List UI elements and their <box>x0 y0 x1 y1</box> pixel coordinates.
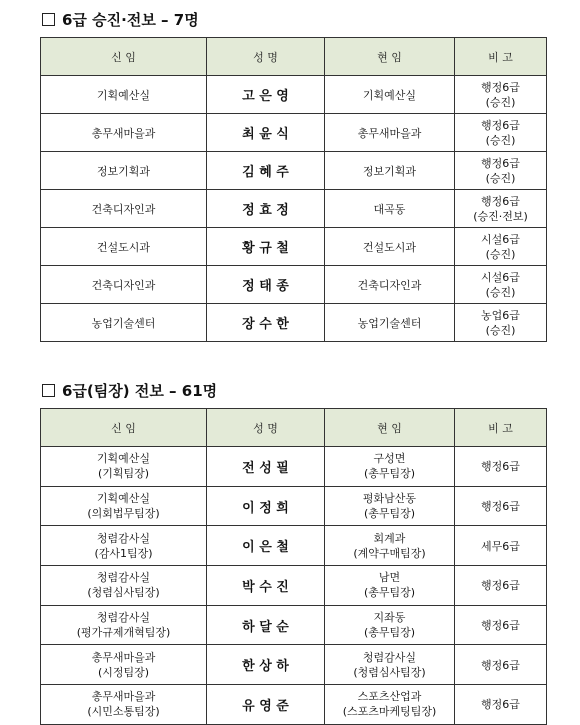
table-row <box>41 645 547 685</box>
name-cell: 김 혜 주 <box>207 152 325 190</box>
section-2-title <box>42 380 217 401</box>
name-cell: 하 달 순 <box>207 605 325 645</box>
note-cell <box>455 228 547 266</box>
new-post-cell <box>41 526 207 566</box>
new-post-cell-line: 총무새마을과 <box>91 690 156 704</box>
new-post-cell-line: 총무새마을과 <box>91 650 156 664</box>
current-post-cell-line: 구성면 <box>373 452 406 466</box>
note-cell: 세무6급 <box>455 526 547 566</box>
current-post-cell-line: 스포츠산업과 <box>357 690 422 704</box>
note-cell-line: (승진) <box>485 247 516 261</box>
note-cell-line: 행정6급 <box>481 194 520 208</box>
new-post-cell-line: (평가규제개혁팀장) <box>76 626 171 640</box>
new-post-cell: 기획예산실 <box>41 76 207 114</box>
table-header-row <box>41 409 547 447</box>
current-post-cell-line: 평화남산동 <box>362 492 417 506</box>
new-post-cell: 건축디자인과 <box>41 190 207 228</box>
name-cell: 전 성 필 <box>207 447 325 487</box>
header-current-post: 현 임 <box>325 38 455 76</box>
note-cell: 행정6급 <box>455 605 547 645</box>
table-row <box>41 266 547 304</box>
section-2-title-text: 6급(팀장) 전보 – 61명 <box>62 382 218 400</box>
new-post-cell <box>41 486 207 526</box>
current-post-cell: 기획예산실 <box>325 76 455 114</box>
note-cell-line: (승진) <box>485 285 516 299</box>
current-post-cell-line: 청렴감사실 <box>362 650 417 664</box>
new-post-cell-line: 청렴감사실 <box>96 531 151 545</box>
current-post-cell: 총무새마을과 <box>325 114 455 152</box>
new-post-cell <box>41 605 207 645</box>
current-post-cell <box>325 605 455 645</box>
note-cell-line: 시설6급 <box>481 232 520 246</box>
new-post-cell-line: (시민소통팀장) <box>87 705 160 719</box>
name-cell: 황 규 철 <box>207 228 325 266</box>
new-post-cell <box>41 566 207 606</box>
section-1-title <box>42 9 199 30</box>
checkbox-square-icon <box>42 384 55 397</box>
current-post-cell: 건축디자인과 <box>325 266 455 304</box>
note-cell-line: 행정6급 <box>481 80 520 94</box>
table-row <box>41 685 547 725</box>
name-cell: 한 상 하 <box>207 645 325 685</box>
new-post-cell: 건설도시과 <box>41 228 207 266</box>
name-cell: 유 영 준 <box>207 685 325 725</box>
note-cell: 행정6급 <box>455 447 547 487</box>
current-post-cell-line: 지좌동 <box>373 611 406 625</box>
new-post-cell-line: 청렴감사실 <box>96 611 151 625</box>
table-row <box>41 605 547 645</box>
header-note: 비 고 <box>455 409 547 447</box>
new-post-cell-line: (의회법무팀장) <box>87 507 160 521</box>
header-name: 성 명 <box>207 409 325 447</box>
note-cell <box>455 266 547 304</box>
current-post-cell <box>325 645 455 685</box>
new-post-cell-line: 기획예산실 <box>96 492 151 506</box>
current-post-cell <box>325 447 455 487</box>
new-post-cell: 정보기획과 <box>41 152 207 190</box>
new-post-cell-line: (청렴심사팀장) <box>87 586 160 600</box>
new-post-cell-line: (기획팀장) <box>97 467 150 481</box>
checkbox-square-icon <box>42 13 55 26</box>
current-post-cell-line: (총무팀장) <box>363 586 416 600</box>
new-post-cell: 농업기술센터 <box>41 304 207 342</box>
section-1-title-text: 6급 승진·전보 – 7명 <box>62 11 199 29</box>
new-post-cell-line: (감사1팀장) <box>94 546 153 560</box>
note-cell: 행정6급 <box>455 645 547 685</box>
new-post-cell <box>41 447 207 487</box>
header-name: 성 명 <box>207 38 325 76</box>
table-row <box>41 228 547 266</box>
note-cell-line: (승진) <box>485 323 516 337</box>
header-new-post: 신 임 <box>41 409 207 447</box>
note-cell: 행정6급 <box>455 566 547 606</box>
new-post-cell-line: 청렴감사실 <box>96 571 151 585</box>
name-cell: 최 윤 식 <box>207 114 325 152</box>
current-post-cell-line: (총무팀장) <box>363 507 416 521</box>
new-post-cell: 건축디자인과 <box>41 266 207 304</box>
table-row <box>41 190 547 228</box>
current-post-cell-line: (청렴심사팀장) <box>353 665 426 679</box>
table-row <box>41 566 547 606</box>
note-cell <box>455 114 547 152</box>
current-post-cell-line: (총무팀장) <box>363 467 416 481</box>
current-post-cell <box>325 526 455 566</box>
new-post-cell: 총무새마을과 <box>41 114 207 152</box>
note-cell <box>455 190 547 228</box>
note-cell-line: (승진·전보) <box>473 209 528 223</box>
name-cell: 고 은 영 <box>207 76 325 114</box>
new-post-cell <box>41 645 207 685</box>
table-row <box>41 114 547 152</box>
name-cell: 이 은 철 <box>207 526 325 566</box>
table-row <box>41 76 547 114</box>
note-cell-line: 행정6급 <box>481 118 520 132</box>
table-row <box>41 447 547 487</box>
note-cell <box>455 304 547 342</box>
note-cell-line: (승진) <box>485 95 516 109</box>
promotion-table <box>40 37 547 342</box>
name-cell: 정 효 정 <box>207 190 325 228</box>
new-post-cell-line: 기획예산실 <box>96 452 151 466</box>
header-new-post: 신 임 <box>41 38 207 76</box>
current-post-cell-line: 남면 <box>378 571 401 585</box>
note-cell <box>455 152 547 190</box>
note-cell-line: 행정6급 <box>481 156 520 170</box>
name-cell: 정 태 종 <box>207 266 325 304</box>
table-row <box>41 526 547 566</box>
note-cell <box>455 76 547 114</box>
header-note: 비 고 <box>455 38 547 76</box>
note-cell-line: 시설6급 <box>481 270 520 284</box>
current-post-cell <box>325 685 455 725</box>
table-row <box>41 304 547 342</box>
current-post-cell: 정보기획과 <box>325 152 455 190</box>
current-post-cell-line: 회계과 <box>373 531 406 545</box>
note-cell-line: (승진) <box>485 171 516 185</box>
note-cell: 행정6급 <box>455 486 547 526</box>
current-post-cell-line: (계약구매팀장) <box>353 546 426 560</box>
transfer-table <box>40 408 547 725</box>
current-post-cell: 대곡동 <box>325 190 455 228</box>
note-cell-line: (승진) <box>485 133 516 147</box>
current-post-cell: 건설도시과 <box>325 228 455 266</box>
current-post-cell <box>325 486 455 526</box>
name-cell: 이 정 희 <box>207 486 325 526</box>
current-post-cell-line: (스포츠마케팅팀장) <box>342 705 437 719</box>
note-cell-line: 농업6급 <box>481 308 520 322</box>
name-cell: 장 수 한 <box>207 304 325 342</box>
current-post-cell <box>325 566 455 606</box>
current-post-cell: 농업기술센터 <box>325 304 455 342</box>
current-post-cell-line: (총무팀장) <box>363 626 416 640</box>
name-cell: 박 수 진 <box>207 566 325 606</box>
header-current-post: 현 임 <box>325 409 455 447</box>
note-cell: 행정6급 <box>455 685 547 725</box>
new-post-cell-line: (시정팀장) <box>97 665 150 679</box>
new-post-cell <box>41 685 207 725</box>
table-row <box>41 486 547 526</box>
table-header-row <box>41 38 547 76</box>
table-row <box>41 152 547 190</box>
